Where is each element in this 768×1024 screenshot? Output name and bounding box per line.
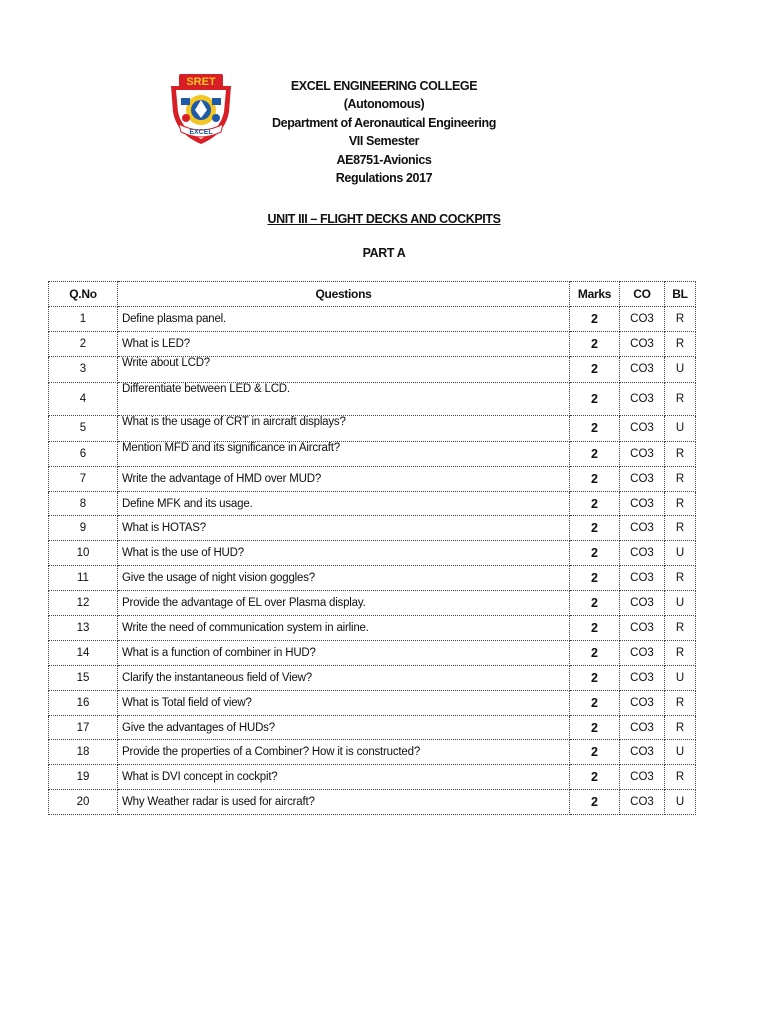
question-cell: Provide the properties of a Combiner? How it is constructed? xyxy=(118,740,570,765)
question-cell: What is DVI concept in cockpit? xyxy=(118,765,570,790)
table-row xyxy=(49,307,696,332)
co-cell: CO3 xyxy=(620,740,665,765)
college-status: (Autonomous) xyxy=(343,97,425,112)
table-row xyxy=(49,715,696,740)
bl-cell: U xyxy=(665,541,696,566)
qno-cell: 16 xyxy=(49,690,118,715)
bl-cell: U xyxy=(665,790,696,815)
marks-cell: 2 xyxy=(570,331,620,356)
co-cell: CO3 xyxy=(620,715,665,740)
bl-cell: R xyxy=(665,331,696,356)
bl-cell: U xyxy=(665,740,696,765)
question-cell: Define plasma panel. xyxy=(118,307,570,332)
bl-cell: R xyxy=(665,715,696,740)
co-cell: CO3 xyxy=(620,441,665,466)
question-cell: Define MFK and its usage. xyxy=(118,491,570,516)
bl-cell: U xyxy=(665,665,696,690)
co-cell: CO3 xyxy=(620,491,665,516)
qno-cell: 7 xyxy=(49,466,118,491)
table-header-row xyxy=(49,282,696,307)
marks-cell: 2 xyxy=(570,441,620,466)
table-row xyxy=(49,665,696,690)
table-row xyxy=(49,740,696,765)
table-row xyxy=(49,640,696,665)
qno-cell: 6 xyxy=(49,441,118,466)
question-cell: Write the advantage of HMD over MUD? xyxy=(118,466,570,491)
table-row xyxy=(49,356,696,382)
question-cell: Differentiate between LED & LCD. xyxy=(118,382,570,415)
logo-ribbon-text: EXCEL xyxy=(189,129,213,136)
co-cell: CO3 xyxy=(620,307,665,332)
co-cell: CO3 xyxy=(620,415,665,441)
co-cell: CO3 xyxy=(620,591,665,616)
bl-cell: R xyxy=(665,690,696,715)
qno-cell: 11 xyxy=(49,566,118,591)
marks-cell: 2 xyxy=(570,356,620,382)
question-cell: What is Total field of view? xyxy=(118,690,570,715)
marks-cell: 2 xyxy=(570,382,620,415)
table-row xyxy=(49,441,696,466)
bl-cell: R xyxy=(665,566,696,591)
table-row xyxy=(49,331,696,356)
question-cell: Provide the advantage of EL over Plasma display. xyxy=(118,591,570,616)
qno-cell: 17 xyxy=(49,715,118,740)
marks-cell: 2 xyxy=(570,415,620,441)
qno-cell: 18 xyxy=(49,740,118,765)
marks-cell: 2 xyxy=(570,765,620,790)
qno-cell: 10 xyxy=(49,541,118,566)
table-row xyxy=(49,491,696,516)
bl-cell: R xyxy=(665,307,696,332)
marks-cell: 2 xyxy=(570,566,620,591)
part-title: PART A xyxy=(362,246,406,260)
bl-cell: U xyxy=(665,591,696,616)
header-question: Questions xyxy=(118,282,570,307)
co-cell: CO3 xyxy=(620,331,665,356)
college-logo xyxy=(165,72,237,146)
bl-cell: R xyxy=(665,640,696,665)
table-row xyxy=(49,690,696,715)
marks-cell: 2 xyxy=(570,740,620,765)
table-row xyxy=(49,382,696,415)
co-cell: CO3 xyxy=(620,382,665,415)
unit-title: UNIT III – FLIGHT DECKS AND COCKPITS xyxy=(267,212,501,226)
co-cell: CO3 xyxy=(620,516,665,541)
marks-cell: 2 xyxy=(570,466,620,491)
bl-cell: R xyxy=(665,516,696,541)
bl-cell: U xyxy=(665,356,696,382)
question-cell: What is HOTAS? xyxy=(118,516,570,541)
co-cell: CO3 xyxy=(620,466,665,491)
question-cell: Mention MFD and its significance in Aircraft? xyxy=(118,441,570,466)
qno-cell: 5 xyxy=(49,415,118,441)
header-co: CO xyxy=(620,282,665,307)
table-row xyxy=(49,516,696,541)
bl-cell: U xyxy=(665,415,696,441)
bl-cell: R xyxy=(665,382,696,415)
regulations: Regulations 2017 xyxy=(335,171,433,186)
semester: VII Semester xyxy=(348,134,420,149)
bl-cell: R xyxy=(665,616,696,641)
co-cell: CO3 xyxy=(620,665,665,690)
table-row xyxy=(49,616,696,641)
question-cell: Give the advantages of HUDs? xyxy=(118,715,570,740)
marks-cell: 2 xyxy=(570,307,620,332)
question-cell: Write about LCD? xyxy=(118,356,570,382)
table-row xyxy=(49,765,696,790)
question-cell: What is the use of HUD? xyxy=(118,541,570,566)
qno-cell: 12 xyxy=(49,591,118,616)
qno-cell: 14 xyxy=(49,640,118,665)
question-cell: Why Weather radar is used for aircraft? xyxy=(118,790,570,815)
question-cell: What is LED? xyxy=(118,331,570,356)
question-cell: Write the need of communication system in airline. xyxy=(118,616,570,641)
co-cell: CO3 xyxy=(620,566,665,591)
co-cell: CO3 xyxy=(620,765,665,790)
qno-cell: 1 xyxy=(49,307,118,332)
marks-cell: 2 xyxy=(570,690,620,715)
marks-cell: 2 xyxy=(570,665,620,690)
marks-cell: 2 xyxy=(570,790,620,815)
qno-cell: 19 xyxy=(49,765,118,790)
qno-cell: 20 xyxy=(49,790,118,815)
course-code: AE8751-Avionics xyxy=(336,152,432,167)
marks-cell: 2 xyxy=(570,640,620,665)
qno-cell: 8 xyxy=(49,491,118,516)
marks-cell: 2 xyxy=(570,591,620,616)
header-marks: Marks xyxy=(570,282,620,307)
qno-cell: 9 xyxy=(49,516,118,541)
co-cell: CO3 xyxy=(620,356,665,382)
co-cell: CO3 xyxy=(620,690,665,715)
co-cell: CO3 xyxy=(620,790,665,815)
question-cell: Clarify the instantaneous field of View? xyxy=(118,665,570,690)
table-row xyxy=(49,566,696,591)
table-row xyxy=(49,591,696,616)
bl-cell: R xyxy=(665,491,696,516)
marks-cell: 2 xyxy=(570,516,620,541)
questions-table xyxy=(48,281,696,815)
marks-cell: 2 xyxy=(570,616,620,641)
qno-cell: 4 xyxy=(49,382,118,415)
document-header xyxy=(240,77,528,187)
marks-cell: 2 xyxy=(570,715,620,740)
logo-banner-text: SRET xyxy=(186,76,216,88)
co-cell: CO3 xyxy=(620,541,665,566)
co-cell: CO3 xyxy=(620,640,665,665)
table-row xyxy=(49,541,696,566)
table-row xyxy=(49,415,696,441)
table-row xyxy=(49,790,696,815)
department-name: Department of Aeronautical Engineering xyxy=(272,115,496,130)
qno-cell: 15 xyxy=(49,665,118,690)
bl-cell: R xyxy=(665,441,696,466)
bl-cell: R xyxy=(665,765,696,790)
qno-cell: 3 xyxy=(49,356,118,382)
table-row xyxy=(49,466,696,491)
header-bl: BL xyxy=(665,282,696,307)
header-qno: Q.No xyxy=(49,282,118,307)
qno-cell: 13 xyxy=(49,616,118,641)
question-cell: What is a function of combiner in HUD? xyxy=(118,640,570,665)
co-cell: CO3 xyxy=(620,616,665,641)
question-cell: Give the usage of night vision goggles? xyxy=(118,566,570,591)
college-name: EXCEL ENGINEERING COLLEGE xyxy=(290,79,478,93)
qno-cell: 2 xyxy=(49,331,118,356)
question-cell: What is the usage of CRT in aircraft displays? xyxy=(118,415,570,441)
marks-cell: 2 xyxy=(570,491,620,516)
marks-cell: 2 xyxy=(570,541,620,566)
bl-cell: R xyxy=(665,466,696,491)
